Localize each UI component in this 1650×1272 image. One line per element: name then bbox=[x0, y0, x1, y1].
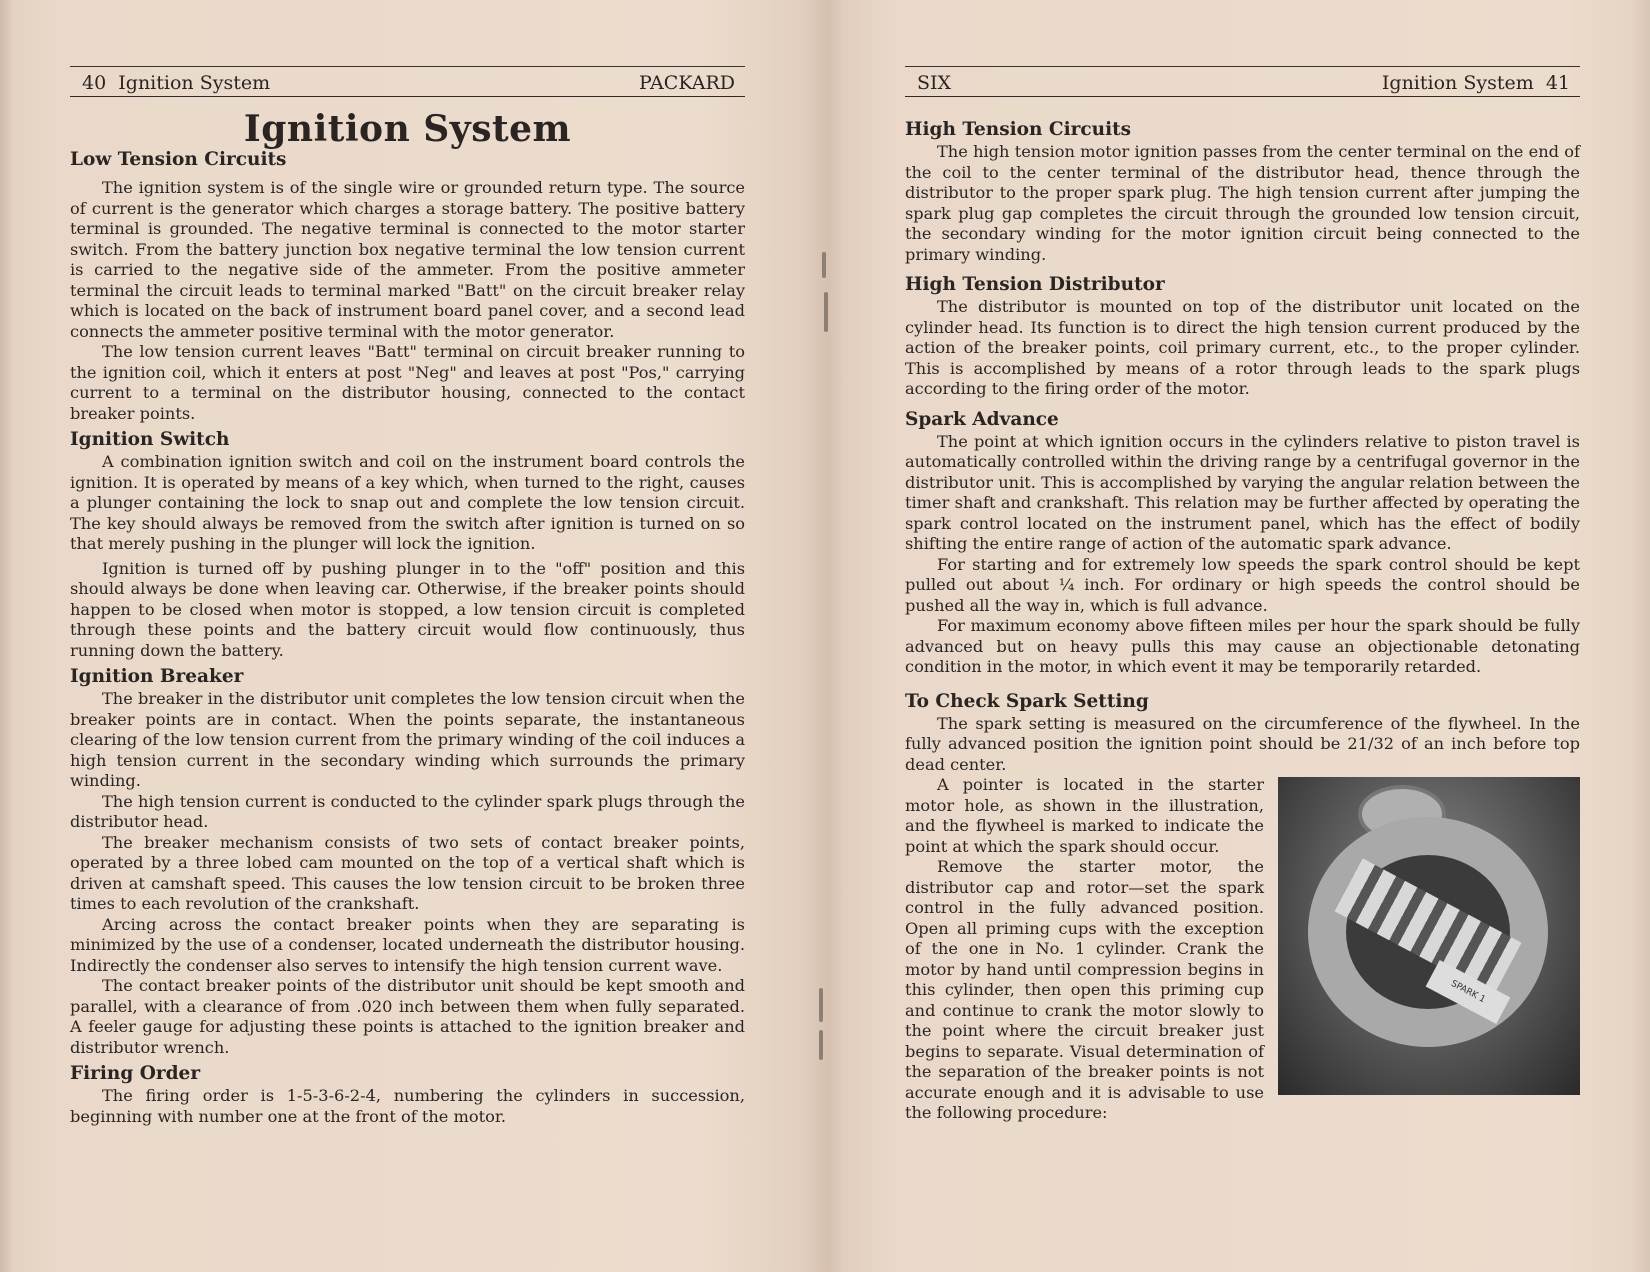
paragraph: For maximum economy above fifteen miles per hour the spark should be fully advanced but on heavy pulls this may cause an objectionable detonating condition in the motor, in which event it may be temporarily retarded. bbox=[905, 616, 1580, 676]
paragraph: The contact breaker points of the distributor unit should be kept smooth and parallel, with a clearance of from .020 inch between them when fully separated. A feeler gauge for adjusting these points is attached to the ignition breaker and distributor wrench. bbox=[70, 976, 745, 1057]
section-heading: High Tension Circuits bbox=[905, 119, 1132, 140]
right-page bbox=[905, 0, 1580, 1272]
top-rule bbox=[70, 66, 745, 67]
section-heading: Ignition Switch bbox=[70, 429, 230, 450]
paragraph: The distributor is mounted on top of the distributor unit located on the cylinder head. Its function is to direct the high tension current produced by the action of the breaker points, coil primary current, etc., to the proper cylinder. This is accomplished by means of a rotor through leads to the spark plugs according to the firing order of the motor. bbox=[905, 297, 1580, 398]
section-heading: To Check Spark Setting bbox=[905, 690, 1149, 712]
section-heading: Low Tension Circuits bbox=[70, 149, 287, 170]
paragraph: The low tension current leaves "Batt" terminal on circuit breaker running to the ignition coil, which it enters at post "Neg" and leaves at post "Pos," carrying current to a terminal on the distributor housing, connected to the contact breaker points. bbox=[70, 342, 745, 423]
paragraph: The high tension motor ignition passes from the center terminal on the end of the coil to the center terminal of the distributor head, thence through the distributor to the proper spark plug. The high tension current after jumping the spark plug gap completes the circuit through the grounded low tension circuit, the secondary winding for the motor ignition circuit being connected to the primary winding. bbox=[905, 142, 1580, 264]
section-heading: Ignition Breaker bbox=[70, 666, 244, 687]
paragraph: The firing order is 1-5-3-6-2-4, numbering the cylinders in succession, beginning with number one at the front of the motor. bbox=[70, 1086, 745, 1126]
left-page bbox=[70, 0, 745, 1272]
gutter-staple bbox=[824, 292, 828, 332]
paragraph: The ignition system is of the single wire or grounded return type. The source of current is the generator which charges a storage battery. The positive battery terminal is grounded. The negative terminal is connected to the motor starter switch. From the battery junction box negative terminal the low tension current is carried to the negative side of the ammeter. From the positive ammeter terminal the circuit leads to terminal marked "Batt" on the circuit breaker relay which is located on the back of instrument board panel cover, and a second lead connects the ammeter positive terminal with the motor generator. bbox=[70, 178, 745, 341]
paragraph: Arcing across the contact breaker points when they are separating is minimized by the use of a condenser, located underneath the distributor housing. Indirectly the condenser also serves to intensify the high tension current wave. bbox=[70, 914, 745, 975]
paragraph: A combination ignition switch and coil on the instrument board controls the ignition. It is operated by means of a key which, when turned to the right, causes a plunger containing the lock to snap out and complete the low tension circuit. The key should always be removed from the switch after ignition is turned on so that merely pushing in the plunger will lock the ignition. bbox=[70, 452, 745, 553]
running-head bbox=[905, 70, 1580, 97]
paragraph: The high tension current is conducted to the cylinder spark plugs through the distributor head. bbox=[70, 791, 745, 831]
paragraph: A pointer is located in the starter motor hole, as shown in the illustration, and the flywheel is marked to indicate the point at which the spark should occur. bbox=[905, 775, 1264, 856]
gutter-staple bbox=[822, 252, 826, 278]
page-title: Ignition System bbox=[243, 108, 572, 150]
paragraph: For starting and for extremely low speeds the spark control should be kept pulled out about ¼ inch. For ordinary or high speeds the control should be pushed all the way in, which is full advance. bbox=[905, 554, 1580, 615]
paragraph: The breaker mechanism consists of two sets of contact breaker points, operated by a three lobed cam mounted on the top of a vertical shaft which is driven at camshaft speed. This causes the low tension circuit to be broken three times to each revolution of the crankshaft. bbox=[70, 832, 745, 913]
page-number-heading: 40 Ignition System bbox=[82, 72, 271, 94]
section-heading: Firing Order bbox=[70, 1063, 201, 1084]
section-heading: High Tension Distributor bbox=[905, 274, 1165, 295]
right-body bbox=[905, 118, 1580, 1124]
paragraph: The breaker in the distributor unit completes the low tension circuit when the breaker points are in contact. When the points separate, the instantaneous clearing of the low tension current from the primary winding of the coil induces a high tension current in the secondary winding which surrounds the primary winding. bbox=[70, 689, 745, 790]
brand-heading: SIX bbox=[917, 72, 952, 94]
left-body bbox=[70, 148, 745, 1127]
gutter-staple bbox=[819, 988, 823, 1022]
flywheel-mark-label: SPARK 1 bbox=[1426, 960, 1511, 1024]
flywheel-photo bbox=[1278, 777, 1580, 1095]
page-number-heading: Ignition System 41 bbox=[1381, 72, 1570, 94]
section-heading: Spark Advance bbox=[905, 408, 1059, 430]
paragraph: Ignition is turned off by pushing plunger in to the "off" position and this should always be done when leaving car. Otherwise, if the breaker points should happen to be closed when motor is stopped, a low tension circuit is completed through these points and the battery circuit would flow continuously, thus running down the battery. bbox=[70, 558, 745, 660]
brand-heading: PACKARD bbox=[639, 72, 735, 94]
top-rule bbox=[905, 66, 1580, 67]
running-head bbox=[70, 70, 745, 97]
paragraph: The point at which ignition occurs in the cylinders relative to piston travel is automatically controlled within the driving range by a centrifugal governor in the distributor unit. This is accomplished by varying the angular relation between the timer shaft and crankshaft. This relation may be further affected by operating the spark control located on the instrument panel, which has the effect of bodily shifting the entire range of action of the automatic spark advance. bbox=[905, 431, 1580, 553]
paragraph: The spark setting is measured on the circumference of the flywheel. In the fully advanced position the ignition point should be 21/32 of an inch before top dead center. bbox=[905, 713, 1580, 774]
paragraph: Remove the starter motor, the distributor cap and rotor—set the spark control in the fully advanced position. Open all priming cups with the exception of the one in No. 1 cylinder. Crank the motor by hand until compression begins in this cylinder, then open this priming cup and continue to crank the motor slowly to the point where the circuit breaker just begins to separate. Visual determination of the separation of the breaker points is not accurate enough and it is advisable to use the following procedure: bbox=[905, 857, 1264, 1122]
gutter-staple bbox=[819, 1030, 823, 1060]
